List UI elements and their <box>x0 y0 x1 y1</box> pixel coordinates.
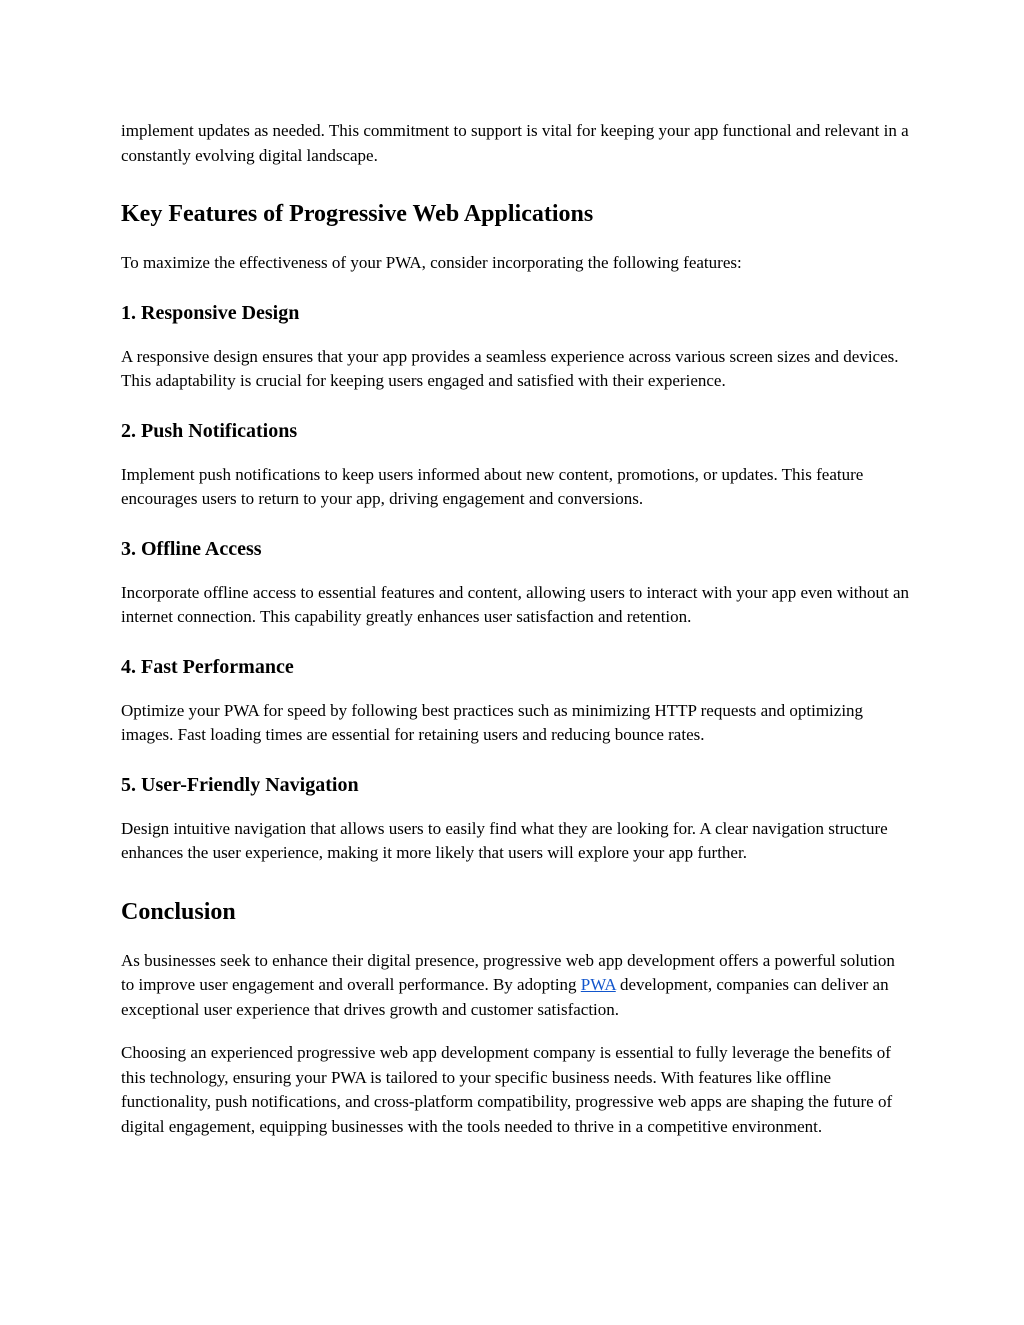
feature-body-user-friendly-navigation: Design intuitive navigation that allows users to easily find what they are looking for. A clear navigation structure enhances the user experience, making it more likely that users will explore your app further. <box>121 818 888 862</box>
feature-heading-offline-access: 3. Offline Access <box>121 537 262 560</box>
feature-heading-fast-performance: 4. Fast Performance <box>121 655 294 678</box>
document-page <box>121 119 911 1139</box>
feature-heading-user-friendly-navigation: 5. User-Friendly Navigation <box>121 773 359 796</box>
feature-body-push-notifications: Implement push notifications to keep users informed about new content, promotions, or updates. This feature encourages users to return to your app, driving engagement and conversions. <box>121 464 864 508</box>
conclusion-paragraph-1 <box>121 949 911 1023</box>
feature-body-fast-performance: Optimize your PWA for speed by following best practices such as minimizing HTTP requests and optimizing images. Fast loading times are essential for retaining users and reducing bounce rates. <box>121 700 864 744</box>
conclusion-heading: Conclusion <box>121 898 236 925</box>
feature-heading-push-notifications: 2. Push Notifications <box>121 419 298 442</box>
feature-body-offline-access: Incorporate offline access to essential features and content, allowing users to interact with your app even without an internet connection. This capability greatly enhances user satisfaction and retention. <box>121 582 910 626</box>
feature-heading-responsive-design: 1. Responsive Design <box>121 301 300 324</box>
key-features-heading: Key Features of Progressive Web Applications <box>121 201 594 227</box>
intro-paragraph: implement updates as needed. This commitment to support is vital for keeping your app functional and relevant in a constantly evolving digital landscape. <box>121 121 909 165</box>
conclusion-paragraph-2: Choosing an experienced progressive web app development company is essential to fully leverage the benefits of this technology, ensuring your PWA is tailored to your specific business needs. With features like offline functionality, push notifications, and cross-platform compatibility, progressive web apps are shaping the future of digital engagement, equipping businesses with the tools needed to thrive in a competitive environment. <box>121 1043 893 1136</box>
key-features-lead: To maximize the effectiveness of your PWA, consider incorporating the following features: <box>121 253 742 272</box>
conclusion-p1-text-after: development, companies can deliver an exceptional user experience that drives growth and customer satisfaction. <box>121 975 889 1019</box>
pwa-link[interactable]: PWA <box>580 975 616 994</box>
conclusion-p1-text-before: As businesses seek to enhance their digital presence, progressive web app development offers a powerful solution to improve user engagement and overall performance. By adopting <box>121 950 895 994</box>
feature-body-responsive-design: A responsive design ensures that your app provides a seamless experience across various screen sizes and devices. This adaptability is crucial for keeping users engaged and satisfied with their experience. <box>121 346 899 390</box>
